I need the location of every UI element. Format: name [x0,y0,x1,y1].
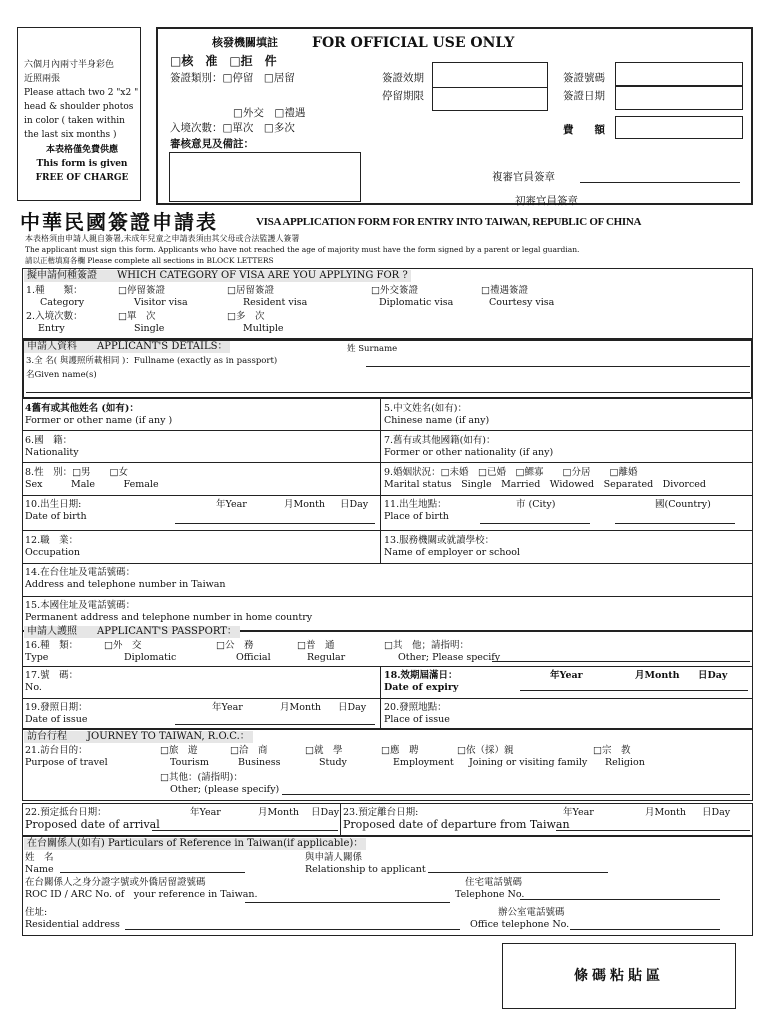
photo-instruction-4: in color ( taken within [24,116,125,126]
departure-label: 23.預定離台日期: Proposed date of departure from Taiwan [343,807,570,831]
entries-checkboxes[interactable]: 入境次數：□單次 □多次 [170,122,295,134]
study-option[interactable]: □就 學 Study [305,745,347,768]
row-divider [22,563,753,564]
ref-name-field[interactable] [60,872,245,873]
departure-day-label: 日Day [702,807,731,818]
review-sign-line[interactable] [580,182,740,183]
surname-label: 姓 Surname [347,344,398,354]
issue-date-label: 19.發照日期： Date of issue [25,702,88,725]
row-divider [22,596,753,597]
passport-other-option[interactable]: □其 他；請指明： Other; Please specify [384,640,501,663]
category-label: 1.種 類： Category [26,285,85,308]
note-en: The applicant must sign this form. Applicants who have not reached the age of majority must have the form signed by a parent or legal guardian. [25,245,580,254]
passport-diplomatic-option[interactable]: □外 交 Diplomatic [104,640,177,663]
ref-tel-label: 住宅電話號碼 Telephone No. [455,877,525,900]
departure-date-field[interactable] [556,830,750,831]
row-divider [22,462,753,463]
ref-relationship-field[interactable] [428,872,608,873]
visa-type2-checkboxes[interactable]: □外交 □禮遇 [233,107,306,119]
expiry-month-label: 月Month [635,670,680,681]
reference-header: 在台關係人(如有) Particulars of Reference in Taiwan(if applicable)： [24,838,366,850]
title-en: VISA APPLICATION FORM FOR ENTRY INTO TAIWAN, REPUBLIC OF CHINA [256,216,642,228]
note-cn: 本表格須由申請人親自簽署,未成年兒童之申請表須由其父母或合法監護人簽署 [25,234,300,243]
official-header-en: FOR OFFICIAL USE ONLY [312,35,515,51]
approve-reject-checkboxes[interactable]: □核 准 □拒 件 [170,54,277,68]
nationality-field[interactable]: 6.國 籍： Nationality [25,435,79,458]
arrival-date-field[interactable] [152,830,338,831]
ref-office-tel-label: 辦公室電話號碼 Office telephone No. [470,907,570,930]
applicant-header: 申請人資料 APPLICANT'S DETAILS： [24,341,230,353]
fee-field[interactable] [615,116,743,139]
occupation-field[interactable]: 12.職 業： Occupation [25,535,80,558]
row-divider [22,698,753,699]
other-purpose-field[interactable] [282,794,750,795]
surname-field[interactable] [366,366,750,367]
passport-type-label: 16.種 類： Type [25,640,79,663]
courtesy-visa-option[interactable]: □禮遇簽證 Courtesy visa [481,285,555,308]
fullname-label: 3.全 名( 與護照所載相同 )：Fullname (exactly as in passport) [26,356,278,366]
remarks-field[interactable] [169,152,361,202]
pob-country-label: 國(Country) [655,499,711,510]
ref-address-label: 住址: Residential address [25,907,120,930]
passport-no-field[interactable]: 17.號 碼： No. [25,670,79,693]
row-divider [22,530,753,531]
dob-year-label: 年Year [216,499,247,510]
validity-field[interactable] [432,62,548,88]
dob-field[interactable] [175,523,375,524]
former-name-field[interactable]: 4舊有或其他姓名 (如有)： Former or other name (if any ) [25,403,173,426]
pob-city-field[interactable] [480,523,590,524]
arrival-label: 22.預定抵台日期： Proposed date of arrival [25,807,160,831]
purpose-label: 21.訪台目的： Purpose of travel [25,745,108,768]
marital-status-options[interactable]: 9.婚姻狀況：□未婚 □已婚 □鰥寡 □分居 □離婚 Marital status Single Married Widowed Separated Divorced [384,467,706,490]
official-header-cn: 核發機關填註 [212,36,278,49]
journey-header: 訪台行程 JOURNEY TO TAIWAN, R.O.C.： [24,731,253,743]
visa-date-label: 簽證日期 [563,90,605,102]
departure-month-label: 月Month [645,807,687,818]
issue-month-label: 月Month [280,702,322,713]
single-entry-option[interactable]: □單 次 Single [118,311,165,334]
employment-option[interactable]: □應 聘 Employment [381,745,454,768]
issue-day-label: 日Day [338,702,367,713]
departure-year-label: 年Year [563,807,594,818]
visa-type-checkboxes[interactable]: 簽證類別：□停留 □居留 [170,72,295,84]
other-purpose-option[interactable]: □其他：(請指明)： Other; (please specify) [160,772,280,795]
column-divider [340,803,341,836]
sex-options[interactable]: 8.性 別：□男 □女 Sex Male Female [25,467,159,490]
expiry-field[interactable] [520,690,748,691]
free-note-en2: FREE OF CHARGE [35,173,129,183]
pob-label: 11.出生地點： Place of birth [384,499,449,522]
passport-header: 申請人護照 APPLICANT'S PASSPORT： [24,626,240,638]
passport-regular-option[interactable]: □普 通 Regular [297,640,346,663]
ref-name-label: 姓 名 Name [25,852,54,875]
row-divider [22,430,753,431]
issue-place-field[interactable]: 20.發照地點： Place of issue [384,702,450,725]
former-nationality-field[interactable]: 7.舊有或其他國籍(如有)： Former or other nationality (if any) [384,435,554,458]
chinese-name-field[interactable]: 5.中文姓名(如有)： Chinese name (if any) [384,403,490,426]
given-name-field[interactable] [26,392,750,393]
entry-label: 2.入境次數： Entry [26,311,83,334]
passport-official-option[interactable]: □公 務 Official [216,640,271,663]
dob-day-label: 日Day [340,499,369,510]
diplomatic-visa-option[interactable]: □外交簽證 Diplomatic visa [371,285,454,308]
remarks-label: 審核意見及備註： [170,138,254,150]
expiry-year-label: 年Year [550,670,583,681]
business-option[interactable]: □洽 商 Business [230,745,281,768]
photo-instruction-0: 六個月內兩寸半身彩色 [24,60,115,70]
issue-year-label: 年Year [212,702,243,713]
employer-field[interactable]: 13.服務機關或就讀學校： Name of employer or school [384,535,520,558]
duration-field[interactable] [432,87,548,111]
visa-no-label: 簽證號碼 [563,72,605,84]
photo-instruction-5: the last six months ) [24,130,117,140]
visitor-visa-option[interactable]: □停留簽證 Visitor visa [118,285,188,308]
ref-address-field[interactable] [125,929,460,930]
row-divider [22,666,753,667]
ref-office-tel-field[interactable] [570,929,720,930]
ref-tel-field[interactable] [520,899,720,900]
free-note-cn: 本表格僅免費供應 [45,145,118,155]
address-home-field[interactable]: 15.本國住址及電話號碼： Permanent address and telephone number in home country [25,600,313,623]
religion-option[interactable]: □宗 教 Religion [593,745,645,768]
photo-area[interactable] [17,27,141,201]
family-option[interactable]: □依（採）親 Joining or visiting family [457,745,588,768]
issue-date-field[interactable] [175,724,375,725]
photo-instruction-2: Please attach two 2 "x2 " [24,88,139,98]
dob-month-label: 月Month [284,499,326,510]
multiple-entry-option[interactable]: □多 次 Multiple [227,311,284,334]
resident-visa-option[interactable]: □居留簽證 Resident visa [227,285,308,308]
free-note-en1: This form is given [36,159,128,169]
ref-id-field[interactable] [245,902,450,903]
column-divider [380,399,381,563]
arrival-month-label: 月Month [258,807,300,818]
review-sign-label: 複審官員簽章 [492,171,555,183]
note-block-letters: 請以正楷填寫各欄 Please complete all sections in BLOCK LETTERS [25,256,274,265]
photo-instruction-3: head & shoulder photos [24,102,134,112]
passport-other-field[interactable] [492,661,750,662]
pob-city-label: 市 (City) [516,499,556,510]
barcode-area: 條碼粘貼區 [502,943,736,1009]
row-divider [22,495,753,496]
arrival-day-label: 日Day [311,807,340,818]
category-header: 擬申請何種簽證 WHICH CATEGORY OF VISA ARE YOU APPLYING FOR ? [24,270,411,282]
expiry-label: 18.效期屆滿日： Date of expiry [384,670,459,693]
validity-label: 簽證效期 [382,72,424,84]
first-sign-line[interactable] [598,204,740,205]
visa-date-field[interactable] [615,86,743,110]
fee-label: 費 額 [563,124,605,136]
visa-no-field[interactable] [615,62,743,86]
duration-label: 停留期限 [382,90,424,102]
ref-relationship-label: 與申請人關係 Relationship to applicant [305,852,426,875]
arrival-year-label: 年Year [190,807,221,818]
dob-label: 10.出生日期: Date of birth [25,499,87,522]
pob-country-field[interactable] [615,523,735,524]
title-cn: 中華民國簽證申請表 [20,210,218,234]
ref-id-label: 在台關係人之身分證字號或外僑居留證號碼 ROC ID / ARC No. of your reference in Taiwan. [25,877,258,900]
given-name-label: 名Given name(s) [26,370,97,380]
tourism-option[interactable]: □旅 遊 Tourism [160,745,209,768]
photo-instruction-1: 近照兩張 [24,74,61,84]
address-taiwan-field[interactable]: 14.在台住址及電話號碼： Address and telephone number in Taiwan [25,567,226,590]
expiry-day-label: 日Day [698,670,728,681]
first-sign-label: 初審官員簽章 [515,195,578,207]
